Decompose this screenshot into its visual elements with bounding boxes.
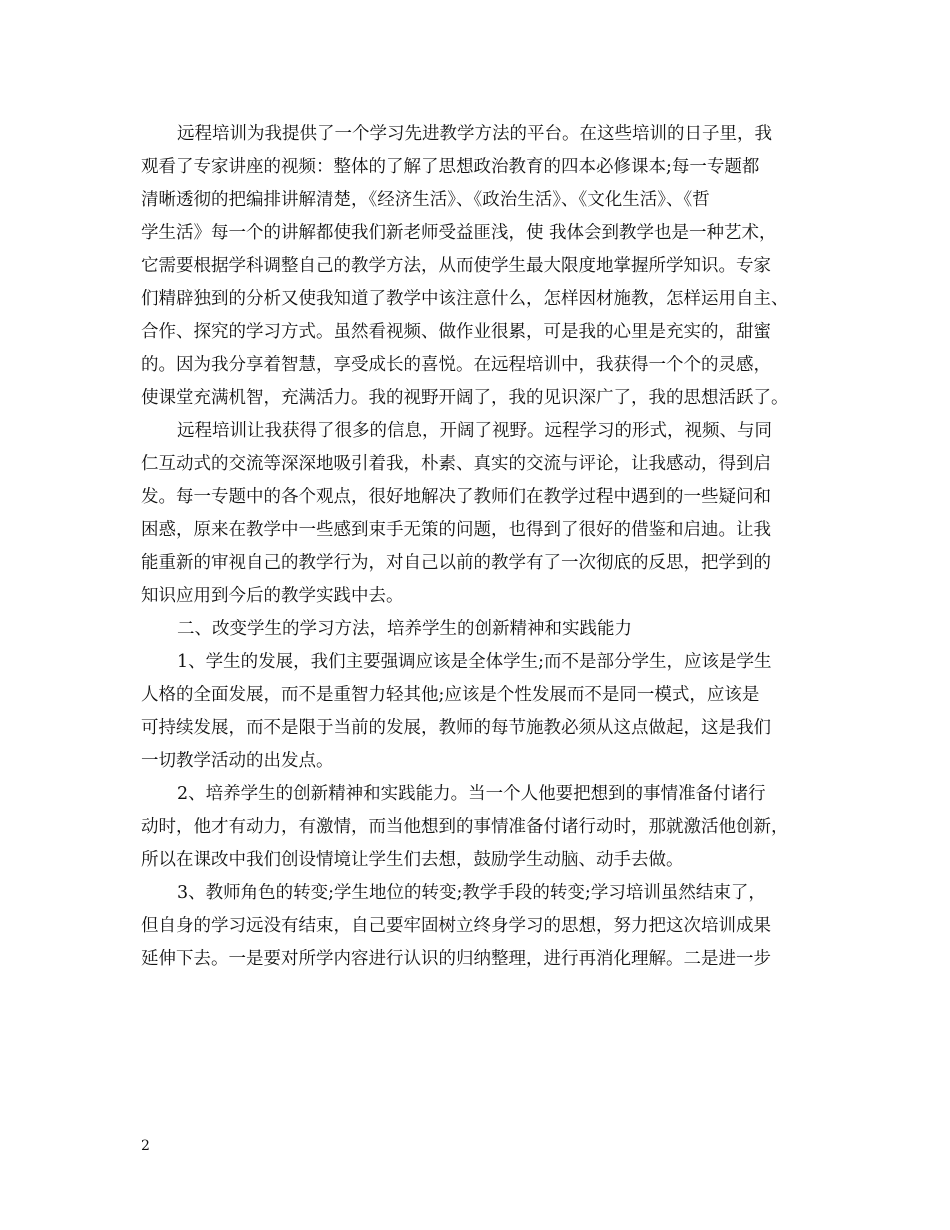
section-heading: 二、改变学生的学习方法，培养学生的创新精神和实践能力: [177, 619, 632, 639]
paragraph-line: 1、学生的发展，我们主要强调应该是全体学生;而不是部分学生，应该是学生: [177, 652, 772, 672]
paragraph-line: 困惑，原来在教学中一些感到束手无策的问题，也得到了很好的借鉴和启迪。让我: [141, 520, 771, 540]
paragraph-line: 能重新的审视自己的教学行为，对自己以前的教学有了一次彻底的反思，把学到的: [141, 553, 771, 573]
paragraph-line: 清晰透彻的把编排讲解清楚，《经济生活》、《政治生活》、《文化生活》、《哲: [141, 190, 710, 210]
paragraph-line: 延伸下去。一是要对所学内容进行认识的归纳整理，进行再消化理解。二是进一步: [141, 949, 771, 969]
paragraph-line: 发。每一专题中的各个观点，很好地解决了教师们在教学过程中遇到的一些疑问和: [141, 487, 771, 507]
paragraph-line: 它需要根据学科调整自己的教学方法，从而使学生最大限度地掌握所学知识。专家: [141, 256, 771, 276]
paragraph-line: 人格的全面发展，而不是重智力轻其他;应该是个性发展而不是同一模式，应该是: [141, 685, 760, 705]
paragraph-line: 观看了专家讲座的视频：整体的了解了思想政治教育的四本必修课本;每一专题都: [141, 157, 760, 177]
document-body: [141, 118, 831, 976]
paragraph-line: 可持续发展，而不是限于当前的发展，教师的每节施教必须从这点做起，这是我们: [141, 718, 771, 738]
paragraph-line: 们精辟独到的分析又使我知道了教学中该注意什么，怎样因材施教，怎样运用自主、: [141, 289, 789, 309]
paragraph-line: 学生活》每一个的讲解都使我们新老师受益匪浅，使 我体会到教学也是一种艺术，: [141, 223, 777, 243]
paragraph-line: 合作、探究的学习方式。虽然看视频、做作业很累，可是我的心里是充实的，甜蜜: [141, 322, 771, 342]
paragraph-line: 动时，他才有动力，有激情，而当他想到的事情准备付诸行动时，那就激活他创新，: [141, 817, 789, 837]
paragraph-line: 远程培训让我获得了很多的信息，开阔了视野。远程学习的形式，视频、与同: [177, 421, 772, 441]
paragraph-line: 2、培养学生的创新精神和实践能力。当一个人他要把想到的事情准备付诸行: [177, 784, 766, 804]
paragraph-line: 仁互动式的交流等深深地吸引着我，朴素、真实的交流与评论，让我感动，得到启: [141, 454, 771, 474]
paragraph-line: 远程培训为我提供了一个学习先进教学方法的平台。在这些培训的日子里，我: [177, 124, 772, 144]
paragraph-line: 3、教师角色的转变;学生地位的转变;教学手段的转变;学习培训虽然结束了，: [177, 883, 766, 903]
paragraph-line: 使课堂充满机智，充满活力。我的视野开阔了，我的见识深广了，我的思想活跃了。: [141, 388, 789, 408]
paragraph-line: 所以在课改中我们创设情境让学生们去想，鼓励学生动脑、动手去做。: [141, 850, 684, 870]
paragraph-line: 一切教学活动的出发点。: [141, 751, 334, 771]
paragraph-line: 的。因为我分享着智慧，享受成长的喜悦。在远程培训中，我获得一个个的灵感，: [141, 355, 771, 375]
paragraph-line: 知识应用到今后的教学实践中去。: [141, 586, 404, 606]
paragraph-line: 但自身的学习远没有结束，自己要牢固树立终身学习的思想，努力把这次培训成果: [141, 916, 771, 936]
page-number: 2: [141, 1138, 150, 1154]
